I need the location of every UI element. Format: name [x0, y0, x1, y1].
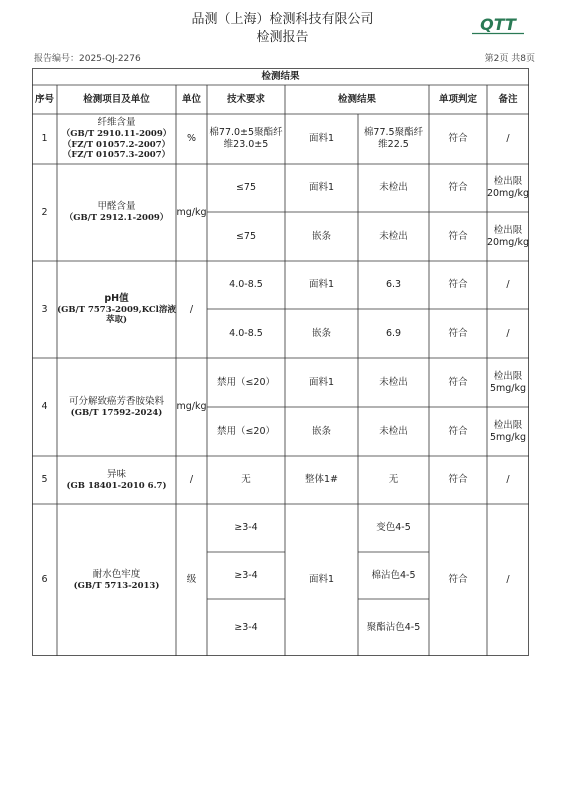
row-result-value: 聚酯沾色4-5	[366, 621, 421, 633]
row-judgement: 符合	[448, 376, 468, 388]
item-standard: (GB/T 5713-2013)	[73, 580, 160, 591]
item-name: 异味	[106, 468, 126, 480]
col-header-item: 检测项目及单位	[83, 93, 150, 105]
row-judgement: 符合	[448, 230, 468, 242]
row-note: /	[506, 327, 510, 339]
item-name: 可分解致癌芳香胺染料	[68, 395, 164, 407]
item-standard: （FZ/T 01057.3-2007）	[62, 150, 171, 161]
row-requirement: ≤75	[235, 182, 257, 194]
row-sample-part: 面料1	[308, 133, 335, 145]
row-note: /	[506, 574, 510, 586]
row-requirement: 4.0-8.5	[229, 279, 263, 291]
row-result-value: 无	[388, 474, 399, 486]
row-judgement: 符合	[448, 474, 468, 486]
row-judgement: 符合	[448, 279, 468, 291]
row-judgement: 符合	[448, 327, 468, 339]
company-name: 品测（上海）检测科技有限公司	[191, 12, 374, 27]
row-sample-part: 面料1	[308, 279, 335, 291]
row-note: 检出限5mg/kg	[489, 370, 527, 394]
item-standard: (GB/T 17592-2024)	[70, 407, 163, 418]
row-item	[57, 114, 176, 164]
row-note: /	[506, 474, 510, 486]
row-sample-part: 面料1	[308, 376, 335, 388]
row-note: 检出限5mg/kg	[489, 419, 527, 443]
row-judgement: 符合	[448, 574, 468, 586]
col-header-unit: 单位	[181, 93, 201, 105]
row-result-value: 变色4-5	[376, 522, 411, 534]
row-requirement: ≥3-4	[234, 522, 258, 534]
row-judgement: 符合	[448, 425, 468, 437]
item-name: 纤维含量	[97, 117, 136, 129]
item-standard: （FZ/T 01057.2-2007）	[62, 139, 171, 150]
row-seq: 1	[41, 133, 48, 145]
results-table	[32, 68, 529, 656]
row-unit: 级	[186, 574, 197, 586]
row-note: 检出限20mg/kg	[486, 176, 530, 199]
row-requirement: ≥3-4	[234, 569, 258, 581]
row-seq: 6	[41, 574, 48, 586]
report-number: 报告编号：2025-QJ-2276	[34, 54, 141, 64]
row-sample-part: 嵌条	[311, 230, 331, 242]
row-unit: /	[189, 474, 194, 486]
row-requirement: 禁用（≤20）	[216, 425, 276, 437]
page-indicator: 第2页 共8页	[484, 54, 535, 64]
item-name: pH值	[104, 292, 129, 304]
document-title: 检测报告	[256, 30, 309, 45]
item-standard: (GB 18401-2010 6.7)	[66, 480, 167, 491]
row-result-value: 未检出	[379, 425, 408, 437]
row-note: 检出限20mg/kg	[486, 224, 530, 248]
row-sample-part: 面料1	[308, 182, 335, 194]
row-requirement: ≤75	[235, 230, 257, 242]
row-seq: 2	[41, 206, 48, 218]
col-header-requirement: 技术要求	[226, 93, 265, 105]
row-judgement: 符合	[448, 133, 468, 145]
row-result-value: 未检出	[379, 182, 408, 194]
row-unit: %	[186, 133, 197, 145]
row-seq: 5	[41, 474, 48, 486]
row-requirement: 无	[241, 474, 251, 486]
item-standard: （GB/T 2912.1-2009）	[64, 213, 169, 224]
row-seq: 3	[41, 303, 48, 315]
row-requirement: 禁用（≤20）	[216, 376, 276, 388]
col-header-result: 检测结果	[337, 93, 376, 105]
row-unit: mg/kg	[176, 206, 207, 218]
col-header-judgement: 单项判定	[438, 93, 477, 105]
item-standard: (GB/T 7573-2009,KCl溶液萃取)	[57, 304, 176, 326]
row-item	[57, 261, 176, 358]
item-standard: （GB/T 2910.11-2009）	[61, 129, 172, 139]
row-requirement: ≥3-4	[234, 621, 258, 633]
row-item	[57, 504, 176, 656]
col-header-note: 备注	[498, 93, 518, 105]
row-sample-part: 整体1#	[304, 474, 338, 486]
row-result-value: 未检出	[379, 376, 408, 388]
company-logo	[469, 15, 527, 35]
section-title: 检测结果	[261, 70, 300, 82]
row-item	[57, 358, 176, 456]
row-sample-part: 面料1	[308, 574, 335, 586]
row-seq: 4	[41, 401, 48, 413]
row-requirement: 棉77.0±5聚酯纤维23.0±5	[209, 127, 283, 150]
item-name: 甲醛含量	[97, 201, 136, 213]
row-sample-part: 嵌条	[311, 327, 331, 339]
row-note: /	[506, 133, 510, 145]
row-result-value: 棉77.5聚酯纤维22.5	[363, 127, 424, 150]
col-header-seq: 序号	[34, 93, 54, 105]
row-note: /	[506, 279, 510, 291]
row-result-value: 6.9	[385, 327, 402, 339]
row-judgement: 符合	[448, 182, 468, 194]
row-result-value: 6.3	[385, 279, 402, 291]
item-name: 耐水色牢度	[92, 568, 141, 580]
row-result-value: 未检出	[379, 230, 408, 242]
row-requirement: 4.0-8.5	[229, 327, 263, 339]
row-item	[57, 456, 176, 504]
row-sample-part: 嵌条	[311, 425, 331, 437]
row-unit: mg/kg	[176, 401, 207, 413]
row-result-value: 棉沾色4-5	[371, 569, 416, 581]
row-unit: /	[189, 303, 194, 315]
row-item	[57, 164, 176, 261]
logo-text: QTT	[480, 15, 516, 34]
